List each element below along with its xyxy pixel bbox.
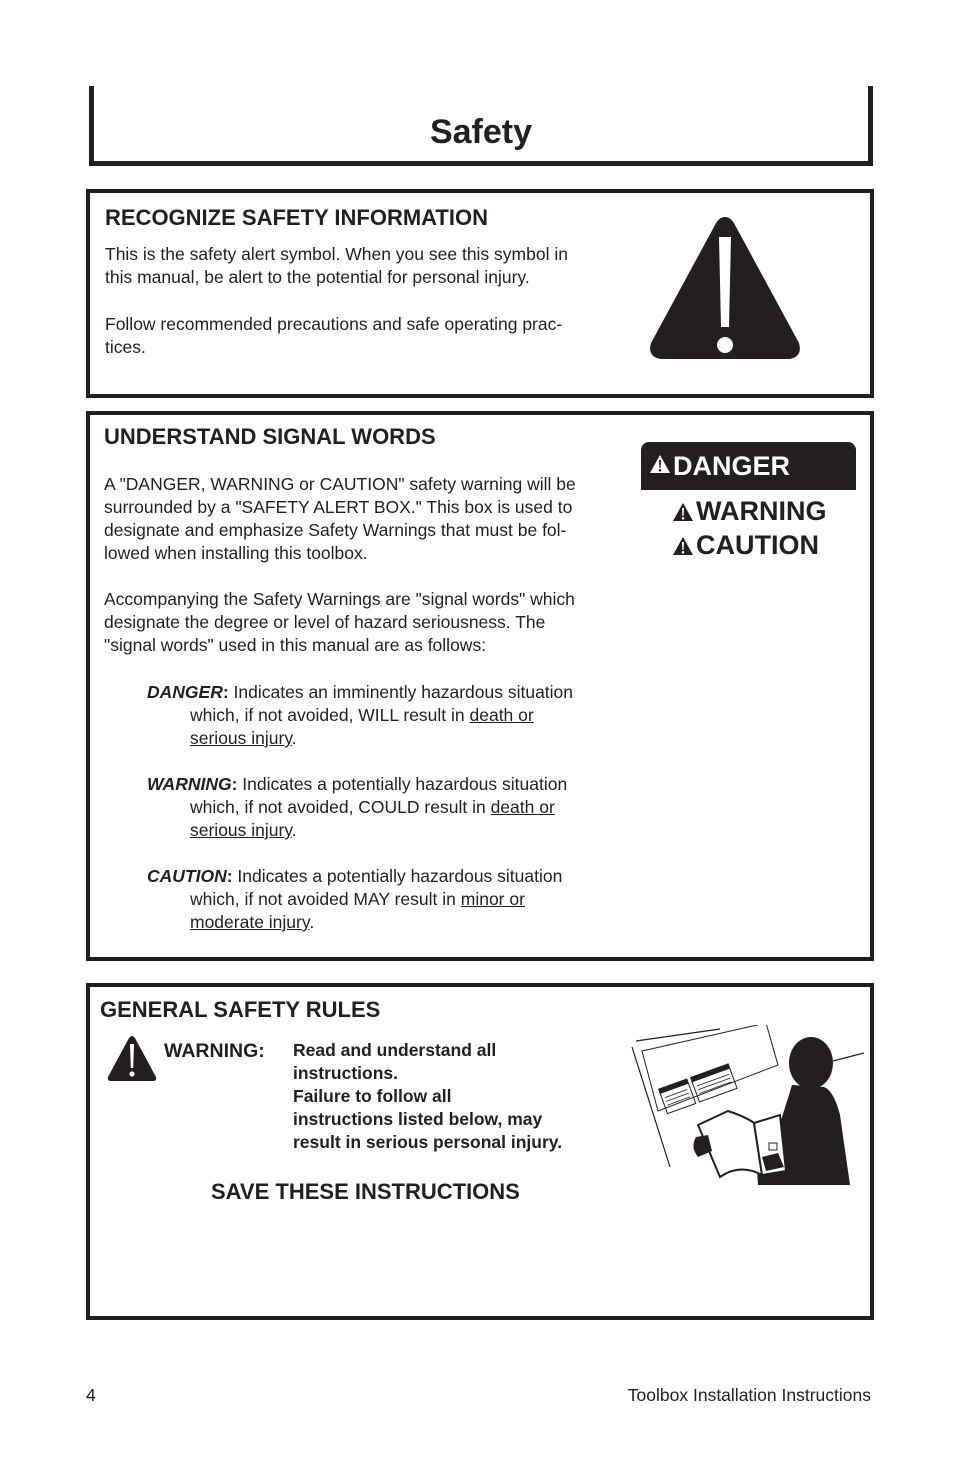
alert-triangle-icon xyxy=(649,454,671,474)
warning-text xyxy=(293,1039,603,1154)
text-line: This is the safety alert symbol. When you see this symbol in xyxy=(105,244,568,264)
warning-signal-word: WARNING xyxy=(696,496,827,526)
definition-text: Indicates a potentially hazardous situation xyxy=(232,866,563,886)
definition-text: . xyxy=(291,820,297,840)
section-heading: UNDERSTAND SIGNAL WORDS xyxy=(104,424,436,449)
signal-paragraph-2 xyxy=(104,588,575,657)
definition-text: Indicates a potentially hazardous situation xyxy=(237,774,568,794)
danger-definition xyxy=(147,681,637,750)
text-line: Follow recommended precautions and safe operating prac- xyxy=(105,314,563,334)
definition-text: . xyxy=(291,728,297,748)
text-line: lowed when installing this toolbox. xyxy=(104,543,368,563)
warning-label: WARNING: xyxy=(164,1040,265,1062)
definition-text: which, if not avoided, WILL result in xyxy=(190,705,470,725)
page-title: Safety xyxy=(429,113,533,151)
title-frame xyxy=(89,86,873,166)
definition-text: which, if not avoided MAY result in xyxy=(190,889,461,909)
document-name: Toolbox Installation Instructions xyxy=(627,1385,871,1405)
definition-colon: : xyxy=(222,682,229,702)
text-line: instructions. xyxy=(293,1063,399,1083)
definition-colon: : xyxy=(226,866,233,886)
safety-alert-triangle-icon xyxy=(645,211,805,363)
person-reading-manual-illustration xyxy=(628,1025,868,1205)
definition-colon: : xyxy=(231,774,238,794)
save-instructions-text: SAVE THESE INSTRUCTIONS xyxy=(211,1179,520,1204)
text-line: Read and understand all xyxy=(293,1040,497,1060)
danger-signal-banner xyxy=(641,442,856,490)
text-line: result in serious personal injury. xyxy=(293,1132,563,1152)
text-line: Accompanying the Safety Warnings are "signal words" which xyxy=(104,589,575,609)
page-number: 4 xyxy=(86,1385,96,1405)
signal-words-section xyxy=(86,411,874,961)
signal-paragraph-1 xyxy=(104,473,576,565)
text-line: A "DANGER, WARNING or CAUTION" safety warning will be xyxy=(104,474,576,494)
text-line: instructions listed below, may xyxy=(293,1109,543,1129)
definition-text: . xyxy=(309,912,315,932)
section-heading: RECOGNIZE SAFETY INFORMATION xyxy=(105,205,488,230)
text-line: this manual, be alert to the potential for personal injury. xyxy=(105,267,530,287)
text-line: Failure to follow all xyxy=(293,1086,452,1106)
definition-underlined: minor or xyxy=(460,889,525,909)
caution-signal-word: CAUTION xyxy=(696,530,819,560)
alert-triangle-icon xyxy=(672,502,694,522)
warning-definition xyxy=(147,773,637,842)
definition-underlined: moderate injury xyxy=(190,912,310,932)
recognize-paragraph-2 xyxy=(105,313,562,359)
recognize-safety-section xyxy=(86,189,874,398)
danger-signal-word: DANGER xyxy=(673,451,791,481)
definition-term: CAUTION xyxy=(147,866,227,886)
text-line: designate the degree or level of hazard seriousness. The xyxy=(104,612,546,632)
recognize-paragraph-1 xyxy=(105,243,568,289)
definition-underlined: death or xyxy=(469,705,534,725)
caution-definition xyxy=(147,865,637,934)
general-safety-section xyxy=(86,983,874,1320)
section-heading: GENERAL SAFETY RULES xyxy=(100,997,381,1022)
text-line: surrounded by a "SAFETY ALERT BOX." This box is used to xyxy=(104,497,573,517)
definition-text: Indicates an imminently hazardous situation xyxy=(228,682,574,702)
text-line: "signal words" used in this manual are as follows: xyxy=(104,635,487,655)
definition-term: DANGER xyxy=(147,682,223,702)
text-line: designate and emphasize Safety Warnings that must be fol- xyxy=(104,520,567,540)
definition-underlined: death or xyxy=(490,797,555,817)
safety-alert-triangle-icon xyxy=(106,1034,158,1082)
definition-term: WARNING xyxy=(147,774,232,794)
definition-underlined: serious injury xyxy=(190,820,292,840)
text-line: tices. xyxy=(105,337,146,357)
alert-triangle-icon xyxy=(672,536,694,556)
definition-underlined: serious injury xyxy=(190,728,292,748)
definition-text: which, if not avoided, COULD result in xyxy=(190,797,491,817)
